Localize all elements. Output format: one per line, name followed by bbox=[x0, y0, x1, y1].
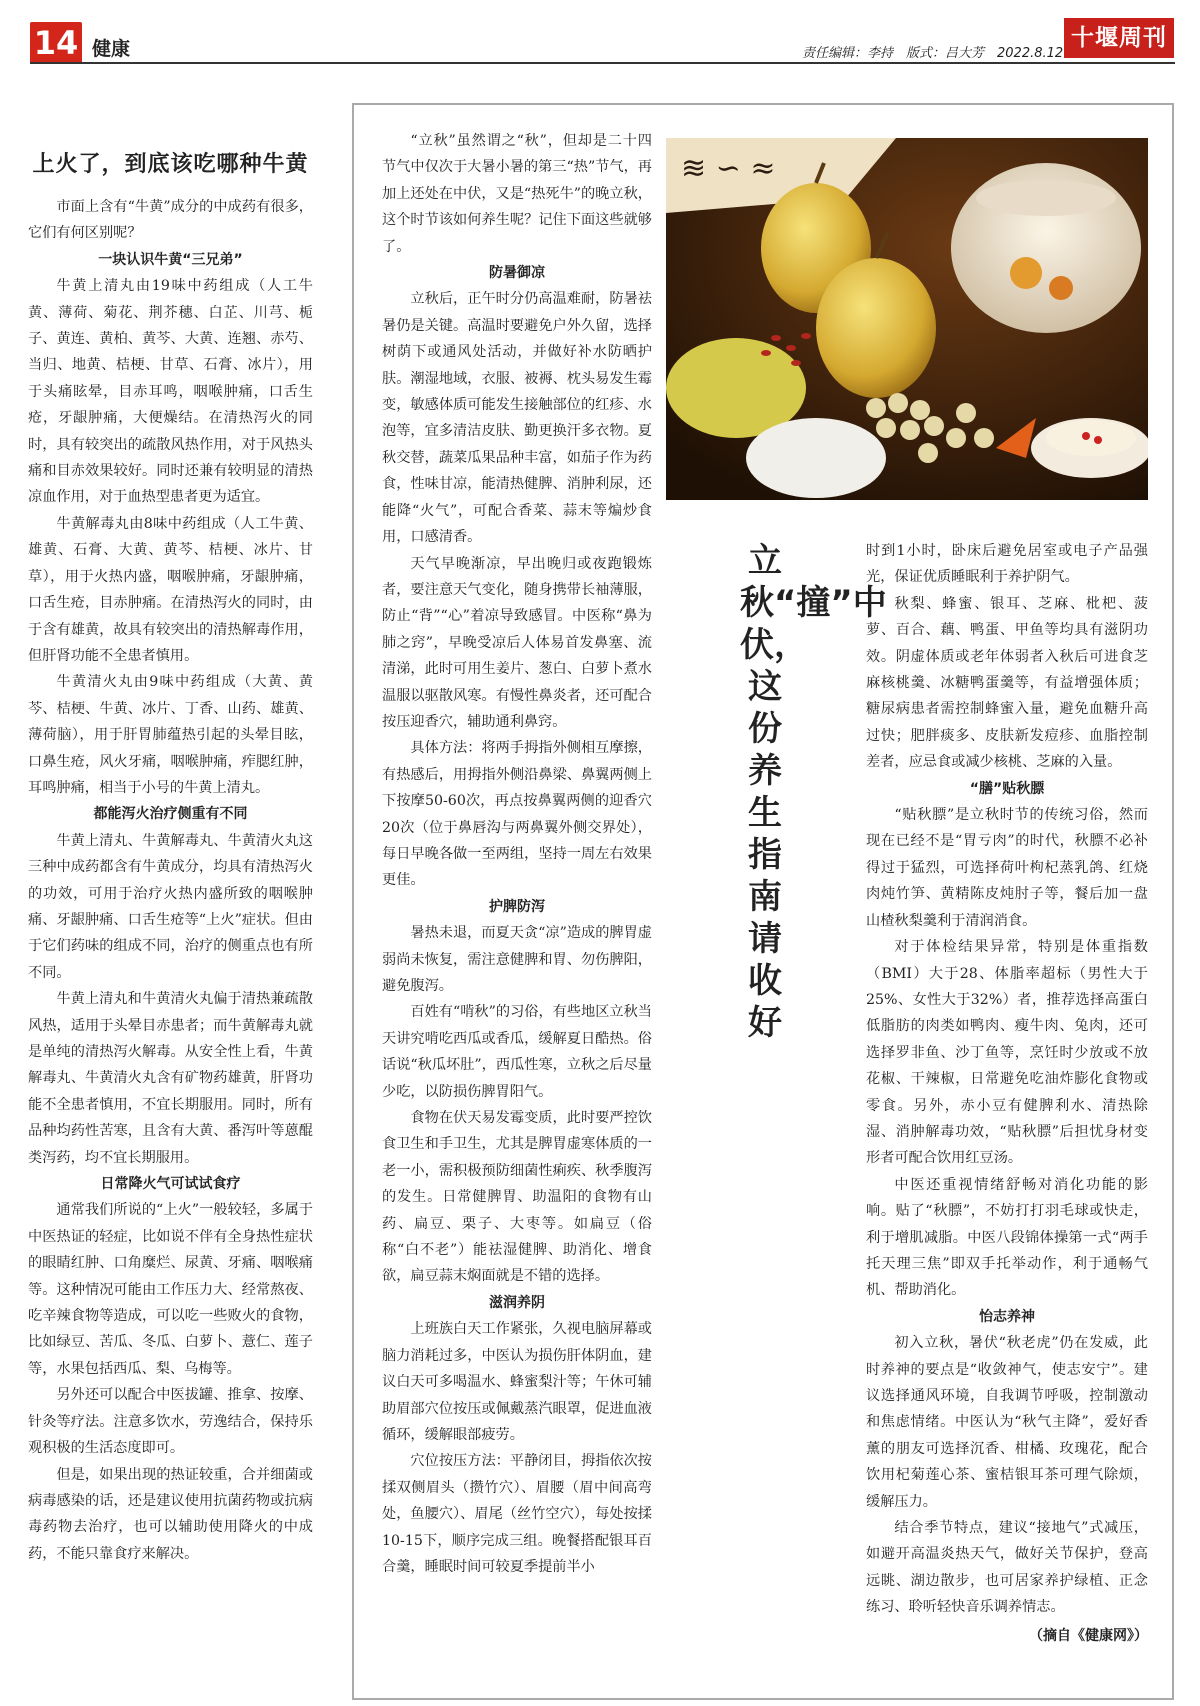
middle-column-body bbox=[382, 128, 652, 1580]
paragraph: 暑热未退，而夏天贪“凉”造成的脾胃虚弱尚未恢复，需注意健脾和胃、勿伤脾阳，避免腹泻。 bbox=[382, 925, 652, 994]
paragraph: 天气早晚渐凉，早出晚归或夜跑锻炼者，要注意天气变化，随身携带长袖薄服，防止“背”“心”着凉导致感冒。中医称“鼻为肺之窍”，早晚受凉后人体易首发鼻塞、流清涕，此时可用生姜片、葱白、白萝卜煮水温服以驱散风寒。有慢性鼻炎者，还可配合按压迎香穴，辅助通利鼻窍。 bbox=[382, 555, 652, 730]
paragraph: 市面上含有“牛黄”成分的中成药有很多，它们有何区别呢？ bbox=[28, 199, 313, 242]
right-column-body bbox=[866, 538, 1148, 1621]
paragraph: 牛黄清火丸由9味中药组成（大黄、黄芩、桔梗、牛黄、冰片、丁香、山药、雄黄、薄荷脑），用于肝胃肺蕴热引起的头晕目眩，口鼻生疮，风火牙痛，咽喉肿痛，痄腮红肿，耳鸣肿痛，相当于小号的牛黄上清丸。 bbox=[28, 674, 313, 796]
article-photo bbox=[666, 138, 1148, 500]
paragraph: 但是，如果出现的热证较重，合并细菌或病毒感染的话，还是建议使用抗菌药物或抗病毒药物去治疗，也可以辅助使用降火的中成药，不能只靠食疗来解决。 bbox=[28, 1466, 313, 1562]
editor-credits: 责任编辑：李持 版式：吕大芳 2022.8.12 bbox=[802, 46, 1064, 61]
paragraph: 上班族白天工作紧张，久视电脑屏幕或脑力消耗过多，中医认为损伤肝体阴血，建议白天可多喝温水、蜂蜜梨汁等；午休可辅助眉部穴位按压或佩戴蒸汽眼罩，促进血液循环，缓解眼部疲劳。 bbox=[382, 1321, 652, 1443]
paragraph: 对于体检结果异常，特别是体重指数（BMI）大于28、体脂率超标（男性大于25%、女性大于32%）者，推荐选择高蛋白低脂肪的肉类如鸭肉、瘦牛肉、兔肉，还可选择罗非鱼、沙丁鱼等，烹饪时少放或不放花椒、干辣椒，日常避免吃油炸膨化食物或零食。另外，赤小豆有健脾利水、清热除湿、消肿解毒功效，“贴秋膘”后担忧身材变形者可配合饮用红豆汤。 bbox=[866, 939, 1148, 1167]
main-article-right-column bbox=[866, 538, 1148, 1649]
newspaper-logo: 十堰周刊 bbox=[1064, 18, 1174, 58]
paragraph: 立秋后，正午时分仍高温难耐，防暑祛暑仍是关键。高温时要避免户外久留，选择树荫下或通风处活动，并做好补水防晒护肤。潮湿地域，衣服、被褥、枕头易发生霉变，敏感体质可能发生接触部位的红疹、水泡等，宜多清洁皮肤、勤更换汗多衣物。夏秋交替，蔬菜瓜果品种丰富，如茄子作为药食，性味甘凉，能清热健脾、消肿利尿，还能降“火气”，可配合香菜、蒜末等煸炒食用，口感清香。 bbox=[382, 291, 652, 546]
paragraph: 另外还可以配合中医拔罐、推拿、按摩、针灸等疗法。注意多饮水，劳逸结合，保持乐观积极的生活态度即可。 bbox=[28, 1387, 313, 1457]
left-article-body bbox=[28, 194, 313, 1567]
paragraph: 百姓有“啃秋”的习俗，有些地区立秋当天讲究啃吃西瓜或香瓜，缓解夏日酷热。俗话说“秋瓜坏肚”，西瓜性寒，立秋之后尽量少吃，以防损伤脾胃阳气。 bbox=[382, 1004, 652, 1100]
svg-text:≋ ∽ ≈: ≋ ∽ ≈ bbox=[681, 151, 776, 186]
paragraph: 初入立秋，暑伏“秋老虎”仍在发威，此时养神的要点是“收敛神气，使志安宁”。建议选择通风环境，自我调节呼吸，控制激动和焦虑情绪。中医认为“秋气主降”，爱好香薰的朋友可选择沉香、柑橘、玫瑰花，配合饮用杞菊莲心茶、蜜桔银耳茶可理气除烦，缓解压力。 bbox=[866, 1335, 1148, 1510]
left-article-title: 上火了，到底该吃哪种牛黄 bbox=[32, 152, 309, 177]
section-heading: 滋润养阴 bbox=[489, 1294, 545, 1311]
page-header bbox=[0, 0, 1200, 70]
paragraph: 牛黄上清丸和牛黄清火丸偏于清热兼疏散风热，适用于头晕目赤患者；而牛黄解毒丸就是单纯的清热泻火解毒。从安全性上看，牛黄解毒丸、牛黄清火丸含有矿物药雄黄，肝肾功能不全患者慎用，不宜长期服用。同时，所有品种均药性苦寒，且含有大黄、番泻叶等蒽醌类泻药，均不宜长期服用。 bbox=[28, 991, 313, 1166]
paragraph: 穴位按压方法：平静闭目，拇指依次按揉双侧眉头（攒竹穴）、眉腰（眉中间高弯处，鱼腰穴）、眉尾（丝竹空穴），每处按揉10-15下，顺序完成三组。晚餐搭配银耳百合羹，睡眠时间可较夏季提前半小 bbox=[382, 1453, 652, 1575]
paragraph: 中医还重视情绪舒畅对消化功能的影响。贴了“秋膘”，不妨打打羽毛球或快走，利于增肌减脂。中医八段锦体操第一式“两手托天理三焦”即双手托举动作，利于通畅气机、帮助消化。 bbox=[866, 1176, 1148, 1299]
paragraph: 结合季节特点，建议“接地气”式减压，如避开高温炎热天气，做好关节保护，登高远眺、湖边散步，也可居家养护绿植、正念练习、聆听轻快音乐调养情志。 bbox=[866, 1520, 1148, 1616]
section-heading: 护脾防泻 bbox=[489, 898, 545, 915]
section-heading: 日常降火气可试试食疗 bbox=[100, 1176, 241, 1193]
section-heading: 一块认识牛黄“三兄弟” bbox=[98, 251, 243, 268]
section-heading: 怡志养神 bbox=[979, 1308, 1035, 1325]
paragraph: 牛黄上清丸、牛黄解毒丸、牛黄清火丸这三种中成药都含有牛黄成分，均具有清热泻火的功效，可用于治疗火热内盛所致的咽喉肿痛、牙龈肿痛、口舌生疮等“上火”症状。但由于它们药味的组成不同，治疗的侧重点也有所不同。 bbox=[28, 832, 313, 981]
main-article-title: 立秋“撞”中伏，这份养生指南请收好 bbox=[740, 541, 887, 1043]
section-heading: 都能泻火治疗侧重有不同 bbox=[93, 806, 248, 823]
page-number: 14 bbox=[30, 22, 82, 64]
food-photo-illustration bbox=[666, 138, 1148, 500]
section-heading: “膳”贴秋膘 bbox=[969, 780, 1045, 797]
paragraph: 时到1小时，卧床后避免居室或电子产品强光，保证优质睡眠利于养护阴气。 bbox=[866, 543, 1148, 586]
main-article-middle-column bbox=[382, 128, 652, 1580]
article-source: （摘自《健康网》） bbox=[1029, 1627, 1148, 1644]
section-name: 健康 bbox=[92, 38, 131, 60]
paragraph: “立秋”虽然谓之“秋”，但却是二十四节气中仅次于大暑小暑的第三“热”节气，再加上还处在中伏，又是“热死牛”的晚立秋，这个时节该如何养生呢？记住下面这些就够了。 bbox=[382, 133, 652, 255]
paragraph: 通常我们所说的“上火”一般较轻，多属于中医热证的轻症，比如说不伴有全身热性症状的眼睛红肿、口角糜烂、尿黄、牙痛、咽喉痛等。这种情况可能由工作压力大、经常熬夜、吃辛辣食物等造成，可以吃一些败火的食物，比如绿豆、苦瓜、冬瓜、白萝卜、薏仁、莲子等，水果包括西瓜、梨、乌梅等。 bbox=[28, 1202, 313, 1377]
header-rule bbox=[30, 62, 1175, 64]
left-article bbox=[28, 150, 313, 1567]
section-heading: 防暑御凉 bbox=[489, 265, 545, 282]
paragraph: 具体方法：将两手拇指外侧相互摩擦，有热感后，用拇指外侧沿鼻梁、鼻翼两侧上下按摩50-60次，再点按鼻翼两侧的迎香穴20次（位于鼻唇沟与两鼻翼外侧交界处），每日早晚各做一至两组，坚持一周左右效果更佳。 bbox=[382, 740, 652, 889]
paragraph: 牛黄上清丸由19味中药组成（人工牛黄、薄荷、菊花、荆芥穗、白芷、川芎、栀子、黄连、黄柏、黄芩、大黄、连翘、赤芍、当归、地黄、桔梗、甘草、石膏、冰片），用于头痛眩晕，目赤耳鸣，咽喉肿痛，口舌生疮，牙龈肿痛，大便燥结。在清热泻火的同时，具有较突出的疏散风热作用，对于风热头痛和目赤效果较好。同时还兼有较明显的清热凉血作用，对于血热型患者更为适宜。 bbox=[28, 278, 313, 506]
paragraph: “贴秋膘”是立秋时节的传统习俗，然而现在已经不是“胃亏肉”的时代，秋膘不必补得过于猛烈，可选择荷叶枸杞蒸乳鸽、红烧肉炖竹笋、黄精陈皮炖肘子等，餐后加一盘山楂秋梨羹利于清润消食。 bbox=[866, 807, 1148, 929]
paragraph: 牛黄解毒丸由8味中药组成（人工牛黄、雄黄、石膏、大黄、黄芩、桔梗、冰片、甘草），用于火热内盛，咽喉肿痛，牙龈肿痛，口舌生疮，目赤肿痛。在清热泻火的同时，由于含有雄黄，故具有较突出的清热解毒作用，但肝肾功能不全患者慎用。 bbox=[28, 515, 313, 664]
paragraph: 食物在伏天易发霉变质，此时要严控饮食卫生和手卫生，尤其是脾胃虚寒体质的一老一小，需积极预防细菌性痢疾、秋季腹泻的发生。日常健脾胃、助温阳的食物有山药、扁豆、栗子、大枣等。如扁豆（俗称“白不老”）能祛湿健脾、助消化、增食欲，扁豆蒜末焖面就是不错的选择。 bbox=[382, 1110, 652, 1285]
paragraph: 秋梨、蜂蜜、银耳、芝麻、枇杷、菠萝、百合、藕、鸭蛋、甲鱼等均具有滋阴功效。阴虚体质或老年体弱者入秋后可进食芝麻核桃羹、冰糖鸭蛋羹等，有益增强体质；糖尿病患者需控制蜂蜜入量，避免血糖升高过快；肥胖痰多、皮肤新发痘疹、血脂控制差者，应忌食或减少核桃、芝麻的入量。 bbox=[866, 595, 1148, 771]
